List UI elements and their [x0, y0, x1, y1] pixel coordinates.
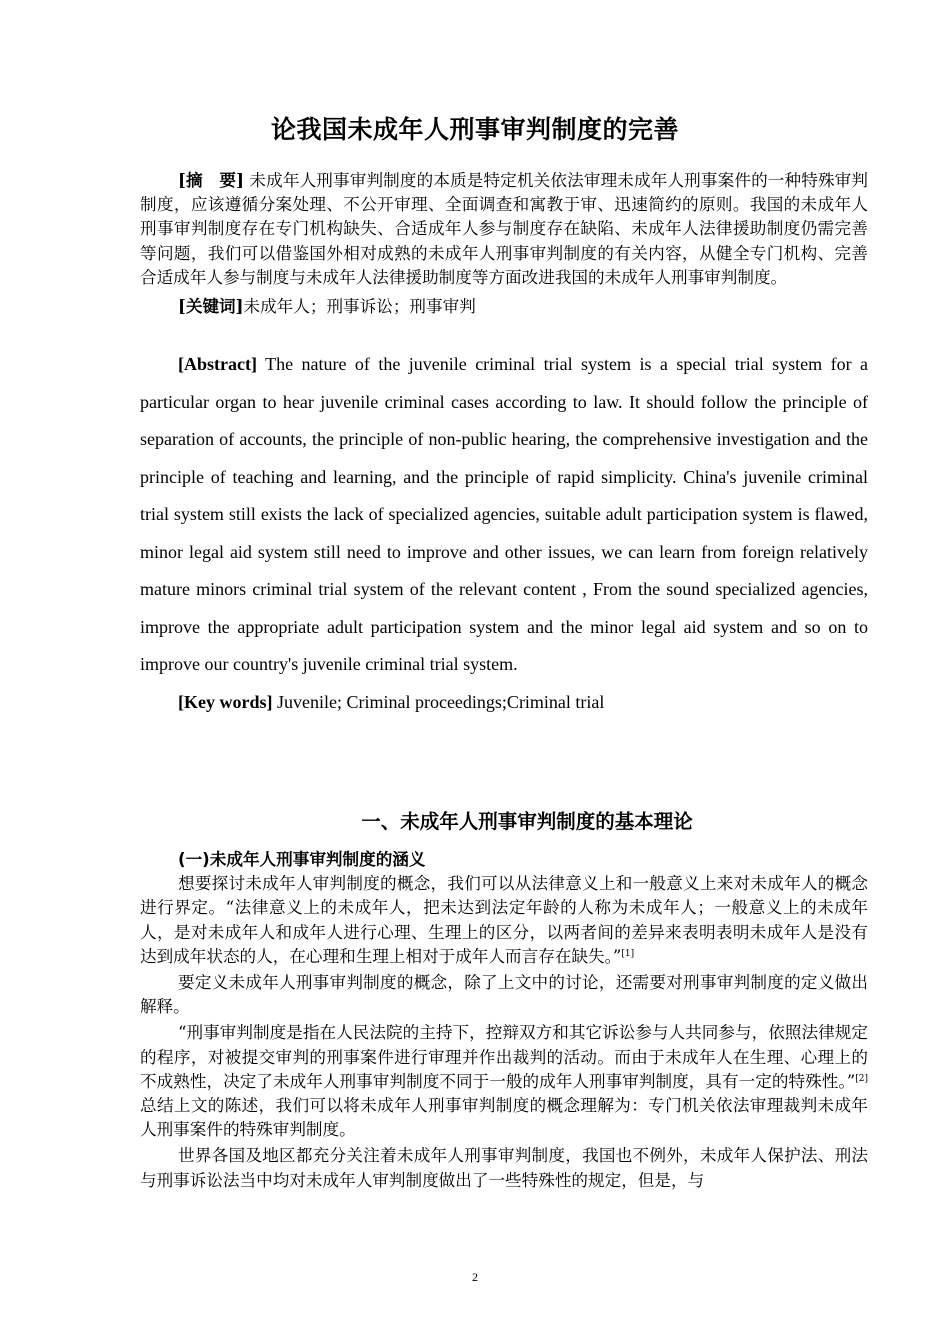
abstract-cn-text: 未成年人刑事审判制度的本质是特定机关依法审理未成年人刑事案件的一种特殊审判制度，应该遵循分案处理、不公开审理、全面调查和寓教于审、迅速简约的原则。我国的未成年人刑事审判制度存在专门机构缺失、合适成年人参与制度存在缺陷、未成年人法律援助制度仍需完善等问题，我们可以借鉴国外相对成熟的未成年人刑事审判制度的有关内容，从健全专门机构、完善合适成年人参与制度与未成年人法律援助制度等方面改进我国的未成年人刑事审判制度。 — [140, 171, 868, 287]
keywords-en-label: [Key words] — [178, 691, 273, 712]
keywords-en-paragraph — [140, 684, 868, 722]
page-title: 论我国未成年人刑事审判制度的完善 — [270, 115, 679, 144]
keywords-cn-paragraph — [140, 294, 868, 319]
section-body — [140, 848, 868, 1193]
abstract-cn-paragraph — [140, 168, 868, 290]
citation-1: [1] — [621, 948, 635, 959]
body-paragraph-2: 要定义未成年人刑事审判制度的概念，除了上文中的讨论，还需要对刑事审判制度的定义做出解释。 — [140, 973, 868, 1017]
abstract-cn-label: [摘 要] — [178, 170, 244, 190]
body-paragraph-3: “刑事审判制度是指在人民法院的主持下，控辩双方和其它诉讼参与人共同参与，依照法律规定的程序，对被提交审判的刑事案件进行审理并作出裁判的活动。而由于未成年人在生理、心理上的不成熟性，决定了未成年人刑事审判制度不同于一般的成年人刑事审判制度，具有一定的特殊性。”[2]总结上文的陈述，我们可以将未成年人刑事审判制度的概念理解为：专门机关依法审理裁判未成年人刑事案件的特殊审判制度。 — [140, 1023, 868, 1140]
section-heading: 一、未成年人刑事审判制度的基本理论 — [361, 810, 693, 833]
subsection-heading: (一)未成年人刑事审判制度的涵义 — [178, 850, 426, 869]
keywords-en-text: Juvenile; Criminal proceedings;Criminal trial — [272, 691, 605, 712]
keywords-cn-text: 未成年人；刑事诉讼；刑事审判 — [243, 297, 476, 317]
keywords-cn-label: [关键词] — [178, 296, 244, 317]
english-abstract — [140, 346, 868, 721]
citation-2: [2] — [855, 1073, 868, 1084]
chinese-abstract — [140, 168, 868, 319]
body-paragraph-1: 想要探讨未成年人审判制度的概念，我们可以从法律意义上和一般意义上来对未成年人的概念进行界定。“法律意义上的未成年人，把未达到法定年龄的人称为未成年人；一般意义上的未成年人，是对未成年人和成年人进行心理、生理上的区分，以两者间的差异来表明表明未成年人是没有达到成年状态的人，在心理和生理上相对于成年人而言存在缺失。”[1] — [140, 874, 868, 966]
abstract-en-paragraph — [140, 346, 868, 684]
abstract-en-text: The nature of the juvenile criminal trial system is a special trial system for a particular organ to hear juvenile criminal cases according to law. It should follow the principle of separation of accounts, the principle of non-public hearing, the comprehensive investigation and the principle of teaching and learning, and the principle of rapid simplicity. China's juvenile criminal trial system still exists the lack of specialized agencies, suitable adult participation system is flawed, minor legal aid system still need to improve and other issues, we can learn from foreign relatively mature minors criminal trial system of the relevant content , From the sound specialized agencies, improve the appropriate adult participation system and the minor legal aid system and so on to improve our country's juvenile criminal trial system. — [140, 354, 868, 674]
page-number: 2 — [472, 1270, 478, 1284]
abstract-en-label: [Abstract] — [178, 354, 257, 374]
body-paragraph-4: 世界各国及地区都充分关注着未成年人刑事审判制度，我国也不例外，未成年人保护法、刑法与刑事诉讼法当中均对未成年人审判制度做出了一些特殊性的规定，但是，与 — [140, 1146, 868, 1190]
